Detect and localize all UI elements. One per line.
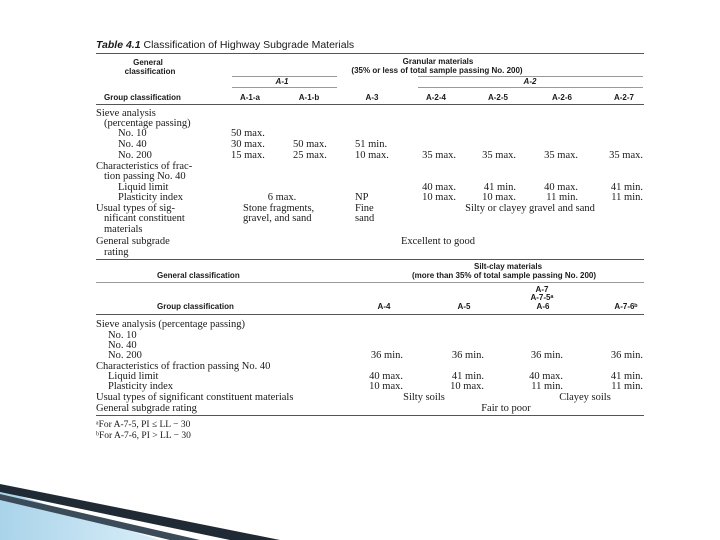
p1-ll-a26: 40 max.	[544, 182, 578, 193]
p2-siltclay-subtitle: (more than 35% of total sample passing No. 200)	[411, 271, 597, 280]
p2-no200-a5: 36 min.	[451, 350, 484, 361]
p1-group-a26: A-2-6	[551, 93, 573, 102]
p1-a2-label: A-2	[523, 77, 537, 86]
p2-no200: No. 200	[108, 350, 142, 361]
p1-pi-a3: NP	[355, 192, 369, 203]
p1-rating-val: Excellent to good	[400, 236, 476, 247]
p1-no200-a3: 10 max.	[355, 150, 389, 161]
p1-characteristics: Characteristics of frac-	[96, 161, 193, 172]
p2-pi-a6: 11 min.	[531, 381, 563, 392]
p2-ll-a6: 40 max.	[529, 371, 563, 382]
p1-no200-a25: 35 max.	[482, 150, 516, 161]
p1-ll-a25: 41 min.	[483, 182, 516, 193]
p2-bottom-rule	[96, 415, 644, 416]
p2-usual-types: Usual types of significant constituent materials	[96, 392, 294, 403]
p1-usual-a1-2: gravel, and sand	[243, 213, 312, 224]
p2-no200-a4: 36 min.	[370, 350, 403, 361]
p1-a1-rule-2	[232, 87, 337, 88]
p2-a7-label: A-7	[535, 285, 549, 294]
p1-usual-a3: Fine	[355, 203, 374, 214]
p1-group-a3: A-3	[365, 93, 379, 102]
p1-sieve-analysis: Sieve analysis	[96, 108, 156, 119]
p2-pi-a5: 10 max.	[450, 381, 484, 392]
p1-pi-a27: 11 min.	[611, 192, 643, 203]
p2-group-a76: A-7-6ᵇ	[614, 302, 638, 311]
slide-swoosh-decoration	[0, 450, 720, 540]
p2-ll-a76: 41 min.	[610, 371, 643, 382]
p2-group-a6: A-6	[536, 302, 550, 311]
p1-usual-a1: Stone fragments,	[243, 203, 315, 214]
p1-no40-a1a: 30 max.	[231, 139, 265, 150]
footnote-a: ᵃFor A-7-5, PI ≤ LL − 30	[96, 420, 191, 430]
caption-rule	[96, 53, 644, 54]
table-caption-title: Classification of Highway Subgrade Materials	[143, 39, 355, 51]
p1-a1-label: A-1	[275, 77, 289, 86]
p1-rating-2: rating	[104, 247, 129, 258]
p2-no10: No. 10	[108, 330, 137, 341]
p1-no200-a26: 35 max.	[544, 150, 578, 161]
p1-group-a24: A-2-4	[425, 93, 447, 102]
p2-usual-clayey: Clayey soils	[559, 392, 611, 403]
p2-characteristics: Characteristics of fraction passing No. 40	[96, 361, 271, 372]
p2-pi-a76: 11 min.	[611, 381, 643, 392]
p1-no40-a1b: 50 max.	[293, 139, 327, 150]
p2-no200-a76: 36 min.	[610, 350, 643, 361]
table-caption-label: Table 4.1	[96, 39, 141, 51]
p1-no200-a24: 35 max.	[422, 150, 456, 161]
p2-header-rule	[96, 314, 644, 315]
p1-pi-a24: 10 max.	[422, 192, 456, 203]
p1-no10: No. 10	[118, 128, 147, 139]
p2-no40: No. 40	[108, 340, 137, 351]
p1-general-classification-2: classification	[124, 67, 176, 76]
p1-no200: No. 200	[118, 150, 152, 161]
p2-subheader-rule	[96, 282, 644, 283]
p2-a75-label: A-7-5ᵃ	[530, 293, 554, 302]
p1-pi-a25: 10 max.	[482, 192, 516, 203]
p1-no200-a27: 35 max.	[609, 150, 643, 161]
p1-characteristics-2: tion passing No. 40	[104, 171, 186, 182]
footnote-b: ᵇFor A-7-6, PI > LL − 30	[96, 431, 191, 441]
p1-percentage-passing: (percentage passing)	[104, 118, 191, 129]
p1-usual-a2: Silty or clayey gravel and sand	[465, 203, 595, 214]
p1-usual-types-2: nificant constituent	[104, 213, 185, 224]
p1-group-a1b: A-1-b	[298, 93, 320, 102]
p1-group-a1a: A-1-a	[239, 93, 261, 102]
p2-liquid-limit: Liquid limit	[108, 371, 159, 382]
p1-group-a25: A-2-5	[487, 93, 509, 102]
table-caption	[96, 40, 354, 51]
p1-usual-types-3: materials	[104, 224, 143, 235]
p2-group-classification: Group classification	[157, 302, 234, 311]
p1-group-a27: A-2-7	[613, 93, 635, 102]
p1-no200-a1b: 25 max.	[293, 150, 327, 161]
p1-no200-a1a: 15 max.	[231, 150, 265, 161]
p1-general-classification-1: General	[133, 58, 163, 67]
p2-no200-a6: 36 min.	[530, 350, 563, 361]
p1-header-rule	[96, 104, 644, 105]
p1-no10-a1a: 50 max.	[231, 128, 265, 139]
swoosh-light	[0, 490, 160, 540]
p1-ll-a24: 40 max.	[422, 182, 456, 193]
p1-bottom-rule	[96, 259, 644, 260]
p1-usual-types: Usual types of sig-	[96, 203, 176, 214]
p2-siltclay-title: Silt-clay materials	[473, 262, 543, 271]
p1-ll-a27: 41 min.	[610, 182, 643, 193]
p2-plasticity-index: Plasticity index	[108, 381, 174, 392]
p2-general-classification: General classification	[157, 271, 240, 280]
p2-group-a5: A-5	[457, 302, 471, 311]
p1-a2-rule-2	[418, 87, 643, 88]
p1-granular-subtitle: (35% or less of total sample passing No. 200)	[351, 66, 523, 75]
p2-group-a4: A-4	[377, 302, 391, 311]
swoosh-dark	[0, 484, 280, 540]
p1-liquid-limit: Liquid limit	[118, 182, 169, 193]
p2-usual-silty: Silty soils	[403, 392, 445, 403]
p2-rating-val: Fair to poor	[481, 403, 531, 414]
p1-no40-a3: 51 min.	[355, 139, 388, 150]
p1-group-classification: Group classification	[104, 93, 181, 102]
p1-pi-a26: 11 min.	[546, 192, 578, 203]
p1-granular-title: Granular materials	[402, 57, 474, 66]
p1-rating: General subgrade	[96, 236, 170, 247]
swoosh-mid	[0, 494, 200, 540]
p1-plasticity-index: Plasticity index	[118, 192, 184, 203]
p1-pi-a1: 6 max.	[267, 192, 297, 203]
p2-pi-a4: 10 max.	[369, 381, 403, 392]
p1-usual-a3-2: sand	[355, 213, 375, 224]
p2-sieve-analysis: Sieve analysis (percentage passing)	[96, 319, 245, 330]
p2-ll-a5: 41 min.	[451, 371, 484, 382]
p2-rating: General subgrade rating	[96, 403, 197, 414]
p1-no40: No. 40	[118, 139, 147, 150]
p2-ll-a4: 40 max.	[369, 371, 403, 382]
